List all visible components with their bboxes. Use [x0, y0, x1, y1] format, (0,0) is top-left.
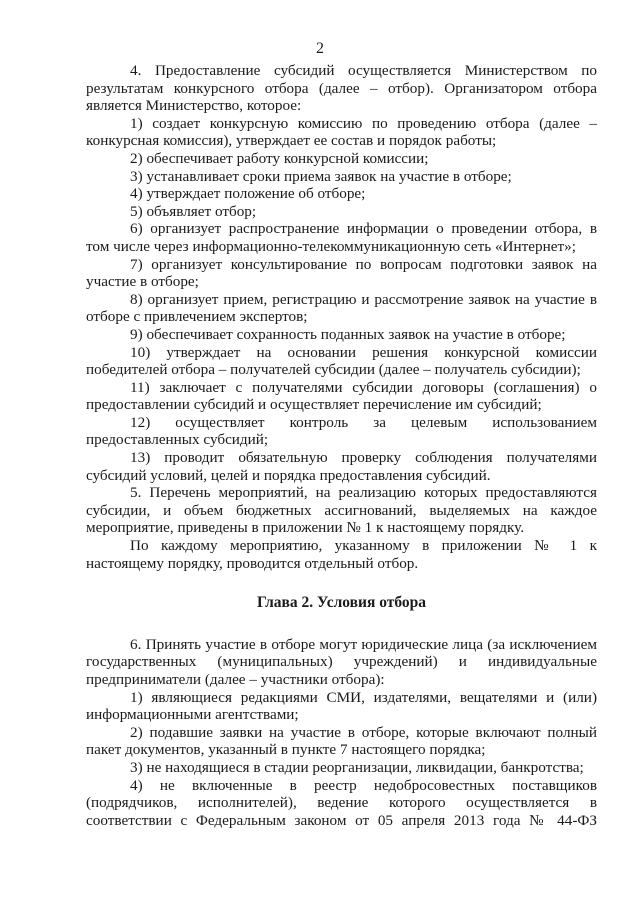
- condition-item-1: 1) являющиеся редакциями СМИ, издателями, вещателями и (или) информационными агентствами;: [86, 688, 597, 724]
- list-item-4: 4) утверждает положение об отборе;: [130, 185, 366, 203]
- list-item-9: 9) обеспечивает сохранность поданных заявок на участие в отборе;: [130, 325, 566, 343]
- list-item-3: 3) устанавливает сроки приема заявок на участие в отборе;: [130, 167, 512, 185]
- page-number: 2: [316, 40, 324, 57]
- condition-item-3: 3) не находящиеся в стадии реорганизации, ликвидации, банкротства;: [130, 758, 584, 776]
- condition-item-4: 4) не включенные в реестр недобросовестных поставщиков (подрядчиков, исполнителей), ведение которого осуществляется в соответствии с Федеральным законом от 05 апреля 2013 года № 44-ФЗ: [86, 776, 597, 829]
- list-item-1: 1) создает конкурсную комиссию по проведению отбора (далее – конкурсная комиссия), утверждает ее состав и порядок работы;: [86, 114, 597, 150]
- list-item-8: 8) организует прием, регистрацию и рассмотрение заявок на участие в отборе с привлечением экспертов;: [86, 290, 597, 326]
- list-item-11: 11) заключает с получателями субсидии договоры (соглашения) о предоставлении субсидий и осуществляет перечисление им субсидий;: [86, 378, 597, 414]
- list-item-2: 2) обеспечивает работу конкурсной комиссии;: [130, 149, 429, 167]
- condition-item-2: 2) подавшие заявки на участие в отборе, которые включают полный пакет документов, указанный в пункте 7 настоящего порядка;: [86, 723, 597, 759]
- paragraph-6: 6. Принять участие в отборе могут юридические лица (за исключением государственных (муниципальных) учреждений) и индивидуальные предприниматели (далее – участники отбора):: [86, 635, 597, 688]
- paragraph-4: 4. Предоставление субсидий осуществляется Министерством по результатам конкурсного отбора (далее – отбор). Организатором отбора является Министерство, которое:: [86, 62, 597, 115]
- paragraph-5-continuation: По каждому мероприятию, указанному в приложении № 1 к настоящему порядку, проводится отдельный отбор.: [86, 537, 597, 572]
- list-item-13: 13) проводит обязательную проверку соблюдения получателями субсидий условий, целей и порядка предоставления субсидий.: [86, 449, 597, 484]
- list-item-7: 7) организует консультирование по вопросам подготовки заявок на участие в отборе;: [86, 255, 597, 291]
- list-item-10: 10) утверждает на основании решения конкурсной комиссии победителей отбора – получателей субсидии (далее – получатель субсидии);: [86, 343, 597, 379]
- document-body: [86, 62, 597, 829]
- list-item-6: 6) организует распространение информации о проведении отбора, в том числе через информационно-телекоммуникационную сеть «Интернет»;: [86, 220, 597, 255]
- section-heading: Глава 2. Условия отбора: [256, 594, 427, 612]
- list-item-12: 12) осуществляет контроль за целевым использованием предоставленных субсидий;: [86, 413, 597, 449]
- list-item-5: 5) объявляет отбор;: [130, 202, 257, 220]
- paragraph-5: 5. Перечень мероприятий, на реализацию которых предоставляются субсидии, и объем бюджетных ассигнований, выделяемых на каждое мероприятие, приведены в приложении № 1 к настоящему порядку.: [86, 484, 597, 537]
